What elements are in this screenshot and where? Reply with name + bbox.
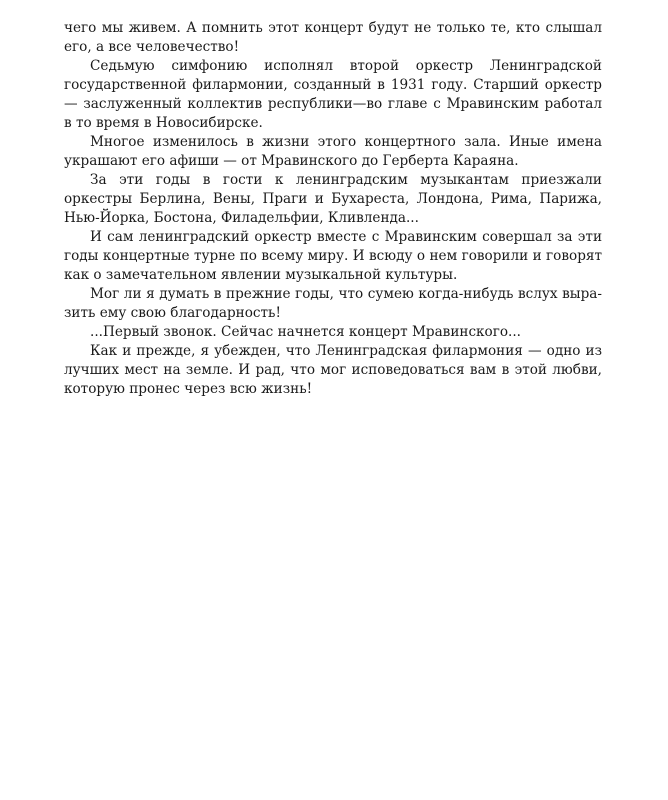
paragraph-gratitude: Мог ли я думать в прежние годы, что сумею когда-нибудь вслух выразить ему свою благодарность! bbox=[64, 286, 602, 321]
paragraph-tours: И сам ленинградский оркестр вместе с Мравинским совершал за эти годы концертные турне по всему миру. И всюду о нем говорили и говорят как о замечательном явлении музыкальной культуры. bbox=[64, 229, 602, 283]
page-text bbox=[64, 19, 602, 399]
paragraph-conclusion: Как и прежде, я убежден, что Ленинградская филармония — одно из лучших мест на земле. И рад, что мог исповедоваться вам в этой любви, которую пронес через всю жизнь! bbox=[64, 343, 602, 397]
paragraph-seventh-symphony: Седьмую симфонию исполнял второй оркестр Ленинградской государственной филармонии, созданный в 1931 году. Старший оркестр — заслуженный коллектив республики—во главе с Мравинским работал в то время в Новосибирске. bbox=[64, 58, 602, 131]
paragraph-continuation: чего мы живем. А помнить этот концерт будут не только те, кто слышал его, а все человечество! bbox=[64, 20, 602, 55]
paragraph-concert-hall: Многое изменилось в жизни этого концертного зала. Иные имена украшают его афиши — от Мравинского до Герберта Караяна. bbox=[64, 134, 602, 169]
paragraph-first-bell: ...Первый звонок. Сейчас начнется концерт Мравинского... bbox=[90, 324, 522, 340]
paragraph-visiting-orchestras: За эти годы в гости к ленинградским музыкантам приезжали оркестры Берлина, Вены, Праги и Бухареста, Лондона, Рима, Парижа, Нью-Йорка, Бостона, Филадельфии, Кливленда... bbox=[64, 172, 602, 226]
